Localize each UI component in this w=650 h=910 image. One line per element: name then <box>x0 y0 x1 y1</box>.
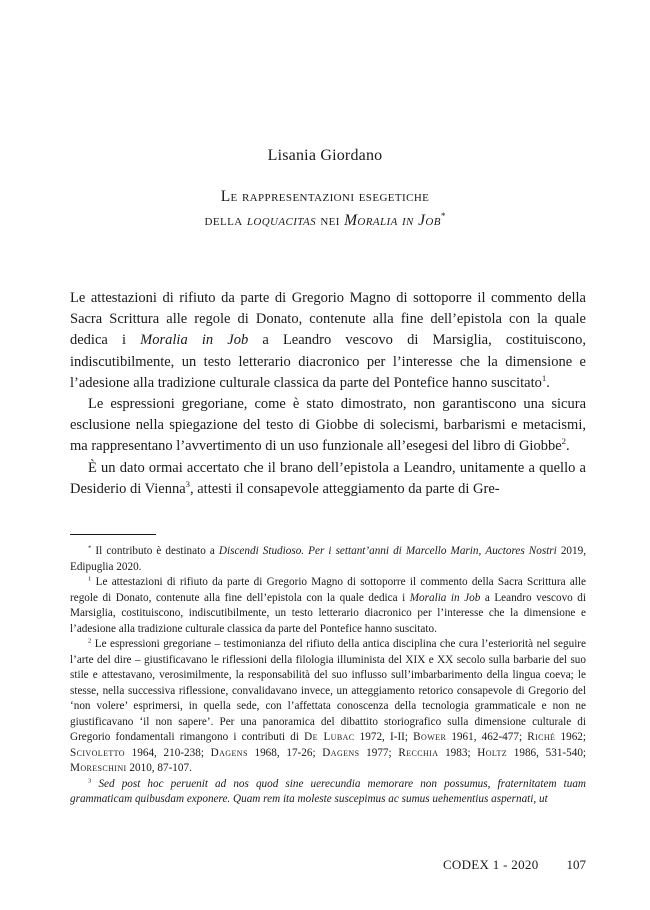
footnote-1-mark: 1 <box>88 575 92 583</box>
fn0-text-e: 2019, Edipuglia 2020. <box>70 545 587 573</box>
fn2-ref-bower: Bower <box>413 731 447 743</box>
p1-text-a: Le attestazioni di rifiuto da parte di Gregorio Magno di sottoporre il commento della Sacra Scrittura alle regole di Donato, contenute alla fine dell’epistola con la quale dedica i <box>70 290 586 349</box>
footnote-2-mark: 2 <box>88 637 92 645</box>
fn2-text-7: 1983; <box>438 746 478 759</box>
fn2-text-a: Le espressioni gregoriane – testimonianza del rifiuto della antica disciplina che cura l’esteriorità nel seguire l’arte del dire – giustificavano le riflessioni della filologia illuminista del XIX e XX secolo sulla barbarie del suo stile e attestavano, verosimilmente, la responsabilità del suo influsso sull’imbarbarimento della lingua coeva; le stesse, nella successiva riflessione, convalidavano invece, un atteggiamento retorico consapevole di Gregorio del ‘non volere’ esprimersi, in quella sede, con l’affettata conoscenza della tecnologia grammaticale e non ne giustificavano ‘il non sapere’. Per una panoramica del dibattito storiografico sulla dimensione culturale di Gregorio fondamentali rimangono i contributi di <box>70 638 586 743</box>
p3-text-a: È un dato ormai accertato che il brano dell’epistola a Leandro, unitamente a quello a Desiderio di Vienna <box>70 459 586 497</box>
title-line-2-part-d: Moralia in Job <box>344 212 441 229</box>
fn2-ref-holtz: Holtz <box>477 746 508 759</box>
fn1-text-c: a Leandro vescovo di Marsiglia, costituiscono, indiscutibilmente, un testo letterario diacronico per l’interesse che la dimensione e l’adesione alla tradizione culturale classica da parte del Pontefice hanno suscitato. <box>70 591 586 635</box>
title-line-1 <box>0 185 650 209</box>
title-line-2-part-a: della <box>204 212 247 229</box>
title-footnote-mark[interactable]: * <box>440 211 446 222</box>
article-title <box>0 185 650 233</box>
fn2-ref-riche: Riché <box>527 731 556 743</box>
footnote-3-mark: 3 <box>88 776 92 784</box>
footnote-ref-3[interactable]: 3 <box>185 479 190 489</box>
footnote-3 <box>70 777 586 808</box>
title-line-1-text: Le rappresentazioni esegetiche <box>220 188 430 205</box>
footnotes <box>70 544 586 808</box>
paragraph-1 <box>70 288 586 394</box>
p3-text-b: , attesti il consapevole atteggiamento da parte di Gre- <box>189 480 500 497</box>
fn2-text-6: 1977; <box>359 746 399 759</box>
fn2-text-4: 1964, 210-238; <box>124 746 211 759</box>
footnote-separator <box>70 534 156 535</box>
footnote-2 <box>70 637 586 777</box>
title-line-2-part-b: loquacitas <box>246 212 317 229</box>
p2-text-b: . <box>565 438 570 455</box>
fn0-text-c: , <box>478 545 486 557</box>
title-line-2-part-c: nei <box>316 212 345 229</box>
paragraph-3 <box>70 458 586 500</box>
footnote-title-mark: * <box>88 544 92 552</box>
footnote-1 <box>70 575 586 637</box>
paragraph-2 <box>70 394 586 458</box>
p1-text-d: . <box>546 374 550 391</box>
fn2-ref-de-lubac: De Lubac <box>304 731 355 743</box>
p1-text-b: Moralia in Job <box>140 332 249 349</box>
fn2-text-9: 2010, 87-107. <box>126 762 192 774</box>
fn2-text-3: 1962; <box>555 731 586 743</box>
footnote-ref-2[interactable]: 2 <box>561 436 566 447</box>
page-number: 107 <box>566 857 586 872</box>
p1-text-c: a Leandro vescovo di Marsiglia, costituiscono, indiscutibilmente, un testo letterario diacronico per l’interesse che la dimensione e l’adesione alla tradizione culturale classica da parte del Pontefice hanno suscitato <box>70 332 586 391</box>
fn2-ref-scivoletto: Scivoletto <box>70 746 125 759</box>
fn2-ref-dagens-1977: Dagens <box>322 746 360 759</box>
journal-issue: CODEX 1 - 2020 <box>442 857 539 872</box>
fn2-text-1: 1972, I-II; <box>354 731 414 743</box>
body-text <box>70 288 586 500</box>
p2-text-a: Le espressioni gregoriane, come è stato dimostrato, non garantiscono una sicura esclusione nella spiegazione del testo di Giobbe di solecismi, barbarismi e metacismi, ma rappresentano l’avvertimento di un uso funzionale all’esegesi del libro di Giobbe <box>70 396 586 455</box>
fn0-text-a: Il contributo è destinato a <box>91 545 219 557</box>
fn0-text-d: Auctores Nostri <box>485 545 557 557</box>
title-line-2 <box>0 209 650 233</box>
fn3-text-a: Sed post hoc peruenit ad nos quod sine uerecundia memorare non possumus, fraternitatem tuam grammaticam quibusdam exponere. Quam rem ita moleste suscepimus ac sumus uehementius aspernati, ut <box>70 777 586 805</box>
fn2-text-5: 1968, 17-26; <box>247 746 323 759</box>
fn2-ref-dagens-1968: Dagens <box>210 746 248 759</box>
fn0-text-b: Discendi Studioso. Per i settant’anni di Marcello Marin <box>218 545 479 557</box>
fn2-text-2: 1961, 462-477; <box>446 731 528 743</box>
footnote-ref-1[interactable]: 1 <box>541 372 547 383</box>
fn1-text-a: Le attestazioni di rifiuto da parte di Gregorio Magno di sottoporre il commento della Sacra Scrittura alle regole di Donato, contenute alla fine dell’epistola con la quale dedica i <box>70 576 586 604</box>
author-name: Lisania Giordano <box>267 147 383 164</box>
footnote-title <box>70 544 586 575</box>
page-footer <box>0 857 586 873</box>
fn2-ref-recchia: Recchia <box>398 746 439 759</box>
fn2-text-8: 1986, 531-540; <box>507 746 587 759</box>
fn2-ref-moreschini: Moreschini <box>70 762 127 774</box>
fn1-text-b: Moralia in Job <box>409 591 481 604</box>
